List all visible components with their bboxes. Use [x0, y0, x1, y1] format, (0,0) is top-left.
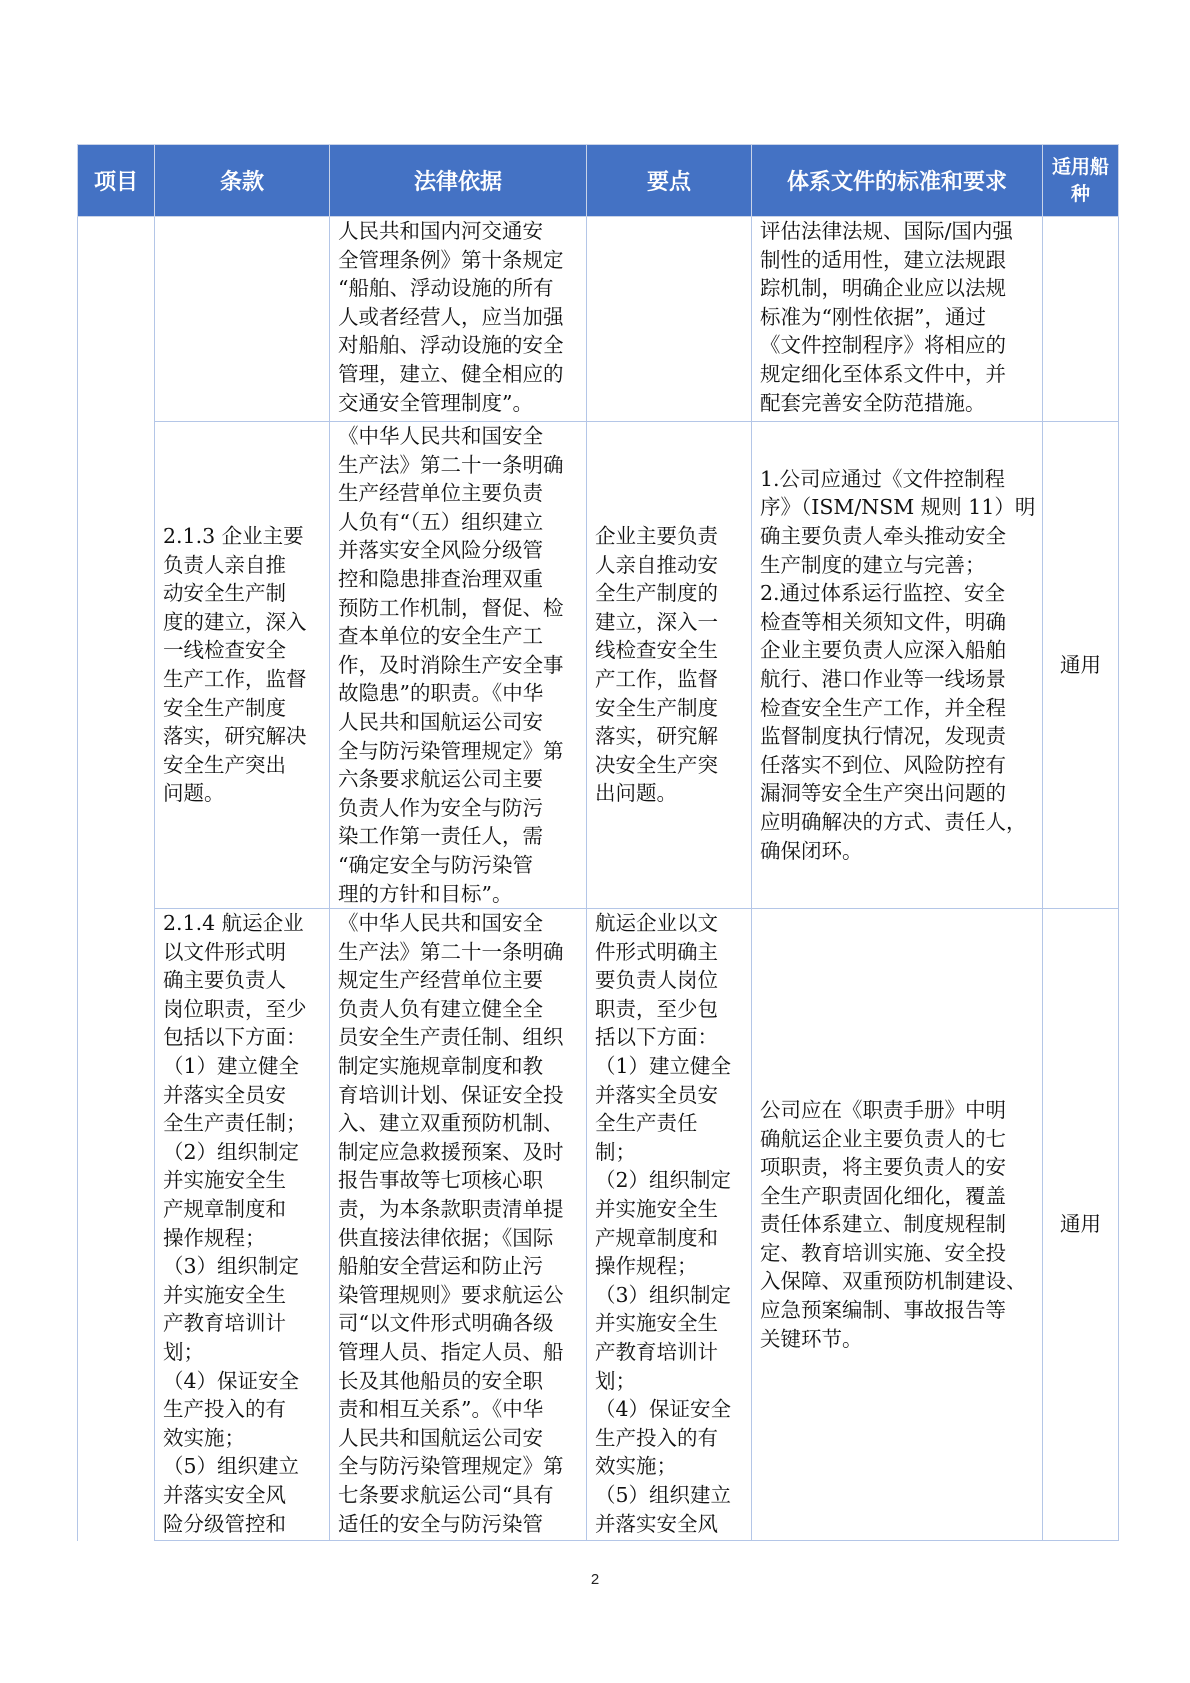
cell-text-line: 出问题。: [595, 781, 677, 806]
cell-text-line: 漏洞等安全生产突出问题的: [760, 781, 1006, 806]
cell-text-line: 度的建立，深入: [163, 609, 307, 634]
project-cell: [78, 217, 155, 1541]
cell-text-line: 人民共和国航运公司安: [338, 1425, 543, 1450]
requirements-cell: [752, 909, 1043, 1541]
cell-text-line: 交通安全管理制度”。: [338, 390, 533, 415]
clause-cell: [155, 422, 330, 909]
cell-text-line: （3）组织制定: [163, 1254, 300, 1279]
cell-text-line: 包括以下方面：: [163, 1025, 307, 1050]
cell-text-line: 关键环节。: [760, 1326, 863, 1351]
cell-text-line: 划；: [163, 1340, 204, 1364]
cell-text-line: 人负有“（五）组织建立: [338, 509, 544, 534]
ship-type-cell: [1043, 217, 1119, 422]
cell-text-line: 七条要求航运公司“具有: [338, 1482, 554, 1507]
cell-text-line: 产教育培训计: [163, 1311, 286, 1336]
regulation-table: [77, 144, 1119, 1541]
cell-text-line: 制定实施规章制度和教: [338, 1054, 543, 1079]
cell-text-line: 应急预案编制、事故报告等: [760, 1298, 1006, 1323]
cell-text-line: 负责人负有建立健全全: [338, 996, 543, 1021]
table-row: [78, 217, 1119, 422]
cell-text-line: 定、教育培训实施、安全投: [760, 1240, 1006, 1265]
cell-text-line: 管理人员、指定人员、船: [338, 1340, 564, 1364]
cell-text-line: （4）保证安全: [595, 1397, 732, 1422]
cell-text-line: 入、建立双重预防机制、: [338, 1111, 564, 1136]
cell-text-line: 企业主要负责人应深入船舶: [760, 638, 1006, 663]
cell-text-line: 全管理条例》第十条规定: [338, 247, 564, 272]
cell-text-line: 检查安全生产工作，并全程: [760, 695, 1006, 720]
cell-text-line: 供直接法律依据；《国际: [338, 1225, 554, 1250]
cell-text-line: 责和相互关系”。《中华: [338, 1397, 544, 1422]
cell-text-line: 落实，研究解: [595, 724, 718, 749]
legal-basis-cell: [330, 422, 587, 909]
cell-text-line: 检查等相关须知文件，明确: [760, 609, 1006, 634]
cell-text-line: 预防工作机制，督促、检: [338, 595, 564, 620]
key-points-cell: [587, 217, 752, 422]
cell-text-line: 产规章制度和: [163, 1197, 286, 1222]
table-header-row: [78, 145, 1119, 217]
cell-text-line: 效实施；: [163, 1425, 245, 1450]
header-key-points: 要点: [587, 145, 752, 217]
cell-text-line: 并落实安全风险分级管: [338, 538, 543, 563]
cell-text-line: 染工作第一责任人，需: [338, 824, 543, 849]
cell-text-line: 规定生产经营单位主要: [338, 968, 543, 993]
cell-text-line: 生产法》第二十一条明确: [338, 452, 564, 477]
cell-text-line: 全生产责任: [595, 1111, 698, 1136]
cell-text-line: 制；: [595, 1139, 636, 1164]
cell-text-line: （2）组织制定: [595, 1168, 732, 1193]
cell-text-line: 要负责人岗位: [595, 968, 718, 993]
cell-text-line: 确航运企业主要负责人的七: [760, 1126, 1006, 1151]
cell-text-line: 生产经营单位主要负责: [338, 481, 543, 506]
cell-text-line: 安全生产制度: [163, 695, 286, 720]
cell-text-line: 并实施安全生: [595, 1197, 718, 1222]
cell-text-line: （3）组织制定: [595, 1282, 732, 1307]
cell-text-line: 职责，至少包: [595, 996, 718, 1021]
cell-text-line: 建立，深入一: [595, 609, 718, 634]
cell-text-line: 责，为本条款职责清单提: [338, 1197, 564, 1222]
cell-text-line: 航行、港口作业等一线场景: [760, 667, 1006, 692]
cell-text-line: 制定应急救援预案、及时: [338, 1139, 564, 1164]
cell-text-line: 操作规程；: [595, 1254, 698, 1279]
page-number: 2: [590, 1571, 600, 1588]
cell-text-line: 理的方针和目标”。: [338, 881, 513, 906]
cell-text-line: 括以下方面：: [595, 1025, 718, 1050]
cell-text-line: 件形式明确主: [595, 939, 718, 964]
cell-text-line: 制性的适用性，建立法规跟: [760, 247, 1006, 272]
cell-text-line: 以文件形式明: [163, 939, 286, 964]
cell-text-line: 2.1.4 航运企业: [163, 911, 304, 936]
cell-text-line: 并实施安全生: [163, 1282, 286, 1307]
cell-text-line: （4）保证安全: [163, 1368, 300, 1393]
cell-text-line: 动安全生产制: [163, 581, 286, 606]
cell-text-line: 线检查安全生: [595, 638, 718, 663]
cell-text-line: （5）组织建立: [595, 1482, 732, 1507]
cell-text-line: 产工作，监督: [595, 667, 718, 692]
cell-text-line: 全与防污染管理规定》第: [338, 738, 564, 763]
cell-text-line: 人民共和国航运公司安: [338, 709, 543, 734]
cell-text-line: 人亲自推动安: [595, 552, 718, 577]
ship-type-cell: 通用: [1043, 422, 1119, 909]
cell-text-line: （1）建立健全: [595, 1054, 732, 1079]
cell-text-line: 踪机制，明确企业应以法规: [760, 276, 1006, 301]
cell-text-line: 评估法律法规、国际/国内强: [760, 219, 1013, 243]
cell-text-line: 司“以文件形式明确各级: [338, 1311, 554, 1336]
cell-text-line: 对船舶、浮动设施的安全: [338, 333, 564, 358]
cell-text-line: 任落实不到位、风险防控有: [760, 752, 1006, 777]
cell-text-line: 并实施安全生: [595, 1311, 718, 1336]
cell-text-line: 问题。: [163, 781, 225, 806]
cell-text-line: 确主要负责人牵头推动安全: [760, 524, 1006, 549]
cell-text-line: 报告事故等七项核心职: [338, 1168, 543, 1193]
cell-text-line: 长及其他船员的安全职: [338, 1368, 543, 1393]
cell-text-line: 规定细化至体系文件中，并: [760, 361, 1006, 386]
cell-text-line: 产教育培训计: [595, 1340, 718, 1364]
cell-text-line: 故隐患”的职责。《中华: [338, 681, 544, 706]
cell-text-line: 决安全生产突: [595, 752, 718, 777]
cell-text-line: 查本单位的安全生产工: [338, 624, 543, 649]
cell-text-line: 生产法》第二十一条明确: [338, 939, 564, 964]
cell-text-line: 生产制度的建立与完善；: [760, 552, 986, 577]
header-project: 项目: [78, 145, 155, 217]
cell-text-line: 《中华人民共和国安全: [338, 424, 543, 448]
cell-text-line: 序》（ISM/NSM 规则 11）明: [760, 495, 1036, 520]
cell-text-line: 一线检查安全: [163, 638, 286, 663]
cell-text-line: 航运企业以文: [595, 911, 718, 936]
cell-text-line: 全与防污染管理规定》第: [338, 1454, 564, 1479]
key-points-cell: [587, 909, 752, 1541]
cell-text-line: 适任的安全与防污染管: [338, 1511, 543, 1536]
cell-text-line: 责任体系建立、制度规程制: [760, 1212, 1006, 1237]
cell-text-line: 公司应在《职责手册》中明: [760, 1097, 1006, 1122]
cell-text-line: 项职责，将主要负责人的安: [760, 1155, 1006, 1180]
header-legal-basis: 法律依据: [330, 145, 587, 217]
cell-text-line: 管理，建立、健全相应的: [338, 361, 564, 386]
header-ship-type: 适用船种: [1043, 145, 1119, 217]
header-clause: 条款: [155, 145, 330, 217]
cell-text-line: 并落实全员安: [595, 1082, 718, 1107]
cell-text-line: 标准为“刚性依据”，通过: [760, 304, 986, 329]
cell-text-line: 2.通过体系运行监控、安全: [760, 581, 1006, 606]
cell-text-line: 全生产职责固化细化，覆盖: [760, 1183, 1006, 1208]
legal-basis-cell: [330, 217, 587, 422]
cell-text-line: 1.公司应通过《文件控制程: [760, 466, 1006, 491]
cell-text-line: 负责人亲自推: [163, 552, 286, 577]
cell-text-line: 控和隐患排查治理双重: [338, 566, 543, 591]
cell-text-line: 岗位职责，至少: [163, 996, 307, 1021]
cell-text-line: 应明确解决的方式、责任人，: [760, 810, 1027, 835]
cell-text-line: 险分级管控和: [163, 1511, 286, 1536]
cell-text-line: 入保障、双重预防机制建设、: [760, 1269, 1027, 1294]
cell-text-line: 操作规程；: [163, 1225, 266, 1250]
cell-text-line: 并实施安全生: [163, 1168, 286, 1193]
cell-text-line: （2）组织制定: [163, 1139, 300, 1164]
cell-text-line: 并落实安全风: [163, 1482, 286, 1507]
cell-text-line: 生产投入的有: [595, 1425, 718, 1450]
key-points-cell: [587, 422, 752, 909]
header-system-requirements: 体系文件的标准和要求: [752, 145, 1043, 217]
cell-text-line: 并落实安全风: [595, 1511, 718, 1536]
cell-text-line: 确保闭环。: [760, 838, 863, 863]
cell-text-line: 育培训计划、保证安全投: [338, 1082, 564, 1107]
table-row: [78, 909, 1119, 1541]
cell-text-line: 生产投入的有: [163, 1397, 286, 1422]
clause-cell: [155, 909, 330, 1541]
cell-text-line: 落实，研究解决: [163, 724, 307, 749]
clause-cell: [155, 217, 330, 422]
cell-text-line: 人民共和国内河交通安: [338, 219, 543, 243]
cell-text-line: 全生产制度的: [595, 581, 718, 606]
legal-basis-cell: [330, 909, 587, 1541]
cell-text-line: 染管理规则》要求航运公: [338, 1282, 564, 1307]
cell-text-line: 2.1.3 企业主要: [163, 524, 304, 549]
cell-text-line: 企业主要负责: [595, 524, 718, 549]
cell-text-line: 全生产责任制；: [163, 1111, 307, 1136]
cell-text-line: 员安全生产责任制、组织: [338, 1025, 564, 1050]
cell-text-line: 配套完善安全防范措施。: [760, 390, 986, 415]
cell-text-line: 生产工作，监督: [163, 667, 307, 692]
cell-text-line: 效实施；: [595, 1454, 677, 1479]
cell-text-line: 人或者经营人，应当加强: [338, 304, 564, 329]
requirements-cell: [752, 217, 1043, 422]
cell-text-line: （5）组织建立: [163, 1454, 300, 1479]
cell-text-line: 《文件控制程序》将相应的: [760, 333, 1006, 358]
cell-text-line: 《中华人民共和国安全: [338, 911, 543, 936]
cell-text-line: “船舶、浮动设施的所有: [338, 276, 554, 301]
cell-text-line: 确主要负责人: [163, 968, 286, 993]
cell-text-line: 船舶安全营运和防止污: [338, 1254, 543, 1279]
cell-text-line: 并落实全员安: [163, 1082, 286, 1107]
cell-text-line: 划；: [595, 1368, 636, 1393]
cell-text-line: 产规章制度和: [595, 1225, 718, 1250]
cell-text-line: “确定安全与防污染管: [338, 852, 533, 877]
ship-type-cell: 通用: [1043, 909, 1119, 1541]
cell-text-line: 六条要求航运公司主要: [338, 767, 543, 792]
cell-text-line: 监督制度执行情况，发现责: [760, 724, 1006, 749]
cell-text-line: 作，及时消除生产安全事: [338, 652, 564, 677]
cell-text-line: （1）建立健全: [163, 1054, 300, 1079]
cell-text-line: 负责人作为安全与防污: [338, 795, 543, 820]
requirements-cell: [752, 422, 1043, 909]
cell-text-line: 安全生产突出: [163, 752, 286, 777]
table-row: [78, 422, 1119, 909]
cell-text-line: 安全生产制度: [595, 695, 718, 720]
